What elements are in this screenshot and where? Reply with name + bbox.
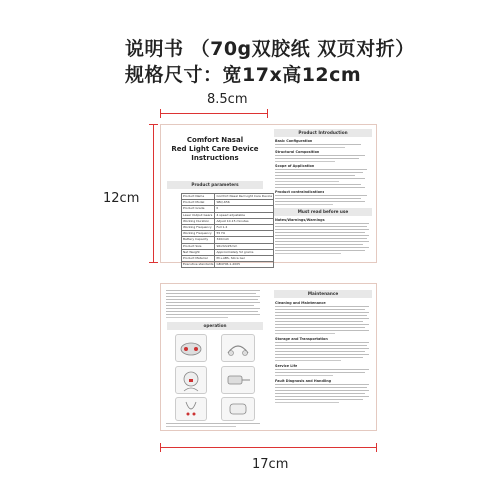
text-line	[275, 169, 367, 170]
text-line	[275, 318, 369, 319]
param-value: 320mAh	[215, 237, 274, 243]
dimension-label-width-half: 8.5cm	[207, 92, 248, 107]
cover-title-line-2: Red Light Care Device	[171, 145, 259, 153]
text-line	[275, 178, 365, 179]
dimension-label-height: 12cm	[103, 191, 140, 206]
text-line	[275, 235, 369, 236]
text-line	[275, 247, 369, 248]
param-value: 4 speed adjustable	[215, 212, 274, 218]
section-heading: Scope of Application	[275, 164, 315, 168]
text-line	[166, 423, 260, 424]
illustration-nose	[175, 397, 207, 421]
text-line	[275, 345, 367, 346]
illustration-device-open	[221, 334, 255, 362]
cover-title-line-1: Comfort Nasal	[186, 136, 244, 144]
param-label: Product Size	[182, 243, 215, 249]
text-line	[166, 308, 260, 309]
illustration-charging	[221, 366, 255, 394]
dimension-line-width-total	[160, 447, 377, 448]
text-line	[275, 232, 365, 233]
text-line	[275, 184, 361, 185]
text-line	[275, 226, 367, 227]
intro-panel	[270, 125, 376, 264]
text-line	[275, 402, 339, 403]
params-table	[181, 193, 274, 268]
param-value: PC+ABS, Silica Gel	[215, 255, 274, 261]
param-label: Laser Output Gears	[182, 212, 215, 218]
param-label: Product Model	[182, 200, 215, 206]
text-line	[275, 372, 365, 373]
text-line	[166, 426, 236, 427]
spec-title: 说明书 （70g双胶纸 双页对折）	[125, 38, 415, 60]
text-line	[275, 384, 369, 385]
text-line	[275, 198, 361, 199]
param-label: Net Weight	[182, 249, 215, 255]
param-label: Working Duration	[182, 218, 215, 224]
section-heading: Service Life	[275, 364, 298, 368]
text-line	[275, 201, 365, 202]
operation-header: operation	[167, 322, 263, 330]
text-line	[166, 299, 258, 300]
text-line	[275, 161, 335, 162]
section-heading: Fault Diagnosis and Handling	[275, 379, 332, 383]
text-line	[275, 321, 363, 322]
param-value: 55 Hz	[215, 231, 274, 237]
cover-title-line-3: Instructions	[191, 154, 239, 162]
text-line	[275, 175, 355, 176]
dimension-tick	[267, 109, 268, 118]
must-read-header: Must read before use	[274, 208, 372, 216]
text-line	[275, 324, 369, 325]
text-line	[166, 314, 260, 315]
param-label: Product Name	[182, 194, 215, 200]
text-line	[166, 290, 260, 291]
text-line	[275, 333, 335, 334]
dimension-line-width-half	[160, 113, 268, 114]
param-value: SBQ-656	[215, 200, 274, 206]
text-line	[275, 342, 369, 343]
maintenance-panel	[270, 284, 376, 432]
text-line	[275, 238, 367, 239]
text-line	[275, 351, 365, 352]
intro-header: Product Introduction	[274, 129, 372, 137]
text-line	[275, 147, 345, 148]
dimension-tick	[160, 443, 161, 452]
text-line	[275, 354, 369, 355]
text-line	[275, 393, 365, 394]
text-line	[275, 250, 365, 251]
spec-size: 规格尺寸：宽17x高12cm	[125, 64, 362, 86]
text-line	[166, 293, 256, 294]
table-row	[182, 194, 274, 200]
text-line	[275, 253, 341, 254]
illustration-clean	[221, 397, 255, 421]
param-value: Comfort Nasal Red Light Care Device	[216, 194, 273, 199]
text-line	[275, 241, 369, 242]
param-value: GB4706.1-2005	[215, 262, 274, 268]
text-line	[275, 390, 369, 391]
section-heading: Notes/Warnings/Warnings	[275, 218, 325, 222]
section-heading: Structural Composition	[275, 150, 320, 154]
text-line	[275, 399, 363, 400]
text-line	[275, 172, 363, 173]
dimension-tick	[149, 124, 158, 125]
text-line	[275, 223, 369, 224]
text-line	[275, 306, 369, 307]
illustration-device	[175, 334, 207, 362]
text-line	[275, 375, 333, 376]
section-heading: Product contraindications	[275, 190, 325, 194]
param-label: Product Material	[182, 255, 215, 261]
text-line	[275, 204, 333, 205]
text-line	[166, 311, 258, 312]
operation-panel	[161, 284, 269, 432]
param-label: Battery Capacity	[182, 237, 215, 243]
text-line	[166, 305, 254, 306]
text-line	[275, 387, 367, 388]
maintenance-header: Maintenance	[274, 290, 372, 298]
section-heading: Storage and Transportation	[275, 337, 328, 341]
params-header: Product parameters	[167, 181, 263, 189]
param-label: Working Frequency	[182, 224, 215, 230]
text-line	[275, 360, 341, 361]
text-line	[166, 302, 260, 303]
section-heading: Basic Configuration	[275, 139, 313, 143]
text-line	[275, 309, 365, 310]
text-line	[166, 317, 228, 318]
param-value: Approximately 52 grams	[215, 249, 274, 255]
illustration-face-use	[175, 366, 207, 394]
text-line	[275, 330, 369, 331]
text-line	[275, 396, 369, 397]
dimension-tick	[376, 443, 377, 452]
param-value: ⅠⅠ	[215, 206, 274, 212]
text-line	[275, 181, 339, 182]
param-label: Working Frequency	[182, 231, 215, 237]
text-line	[275, 158, 359, 159]
instruction-sheet-back	[160, 283, 377, 431]
text-line	[275, 312, 369, 313]
text-line	[275, 187, 365, 188]
text-line	[275, 244, 363, 245]
text-line	[275, 315, 367, 316]
text-line	[275, 229, 369, 230]
dimension-tick	[149, 262, 158, 263]
param-value: Adjust 10-15 minutes	[215, 218, 274, 224]
dimension-tick	[160, 109, 161, 118]
text-line	[275, 369, 369, 370]
text-line	[275, 327, 365, 328]
text-line	[275, 144, 361, 145]
text-line	[275, 348, 369, 349]
text-line	[275, 155, 365, 156]
cover-panel	[161, 125, 273, 267]
param-value: Full 1.4	[215, 224, 274, 230]
instruction-sheet-front	[160, 124, 377, 267]
param-label: Product Grade	[182, 206, 215, 212]
text-line	[275, 195, 367, 196]
text-line	[166, 296, 260, 297]
section-heading: Cleaning and Maintenance	[275, 301, 326, 305]
param-label: Executive standards	[183, 262, 214, 267]
text-line	[275, 357, 363, 358]
dimension-line-height	[153, 124, 154, 263]
dimension-label-width-total: 17cm	[252, 457, 289, 472]
table-row	[182, 262, 274, 268]
param-value: 96x32x25mm	[215, 243, 274, 249]
